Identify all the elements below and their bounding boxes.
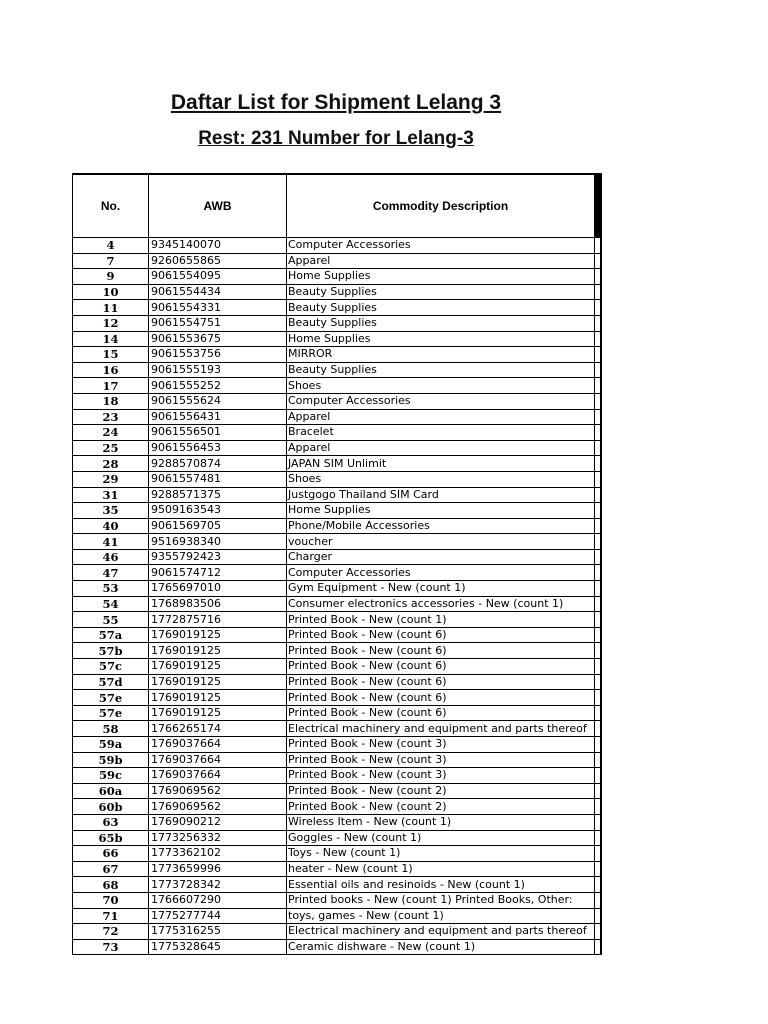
table-row: [73, 799, 601, 815]
table-row: [73, 690, 601, 706]
cell-edge: [595, 939, 601, 955]
table-row: [73, 440, 601, 456]
cell-edge: [595, 752, 601, 768]
cell-awb: 9061553675: [149, 331, 287, 347]
table-row: [73, 768, 601, 784]
cell-awb: 9061553756: [149, 347, 287, 363]
cell-awb: 1766265174: [149, 721, 287, 737]
header-no: No.: [73, 174, 149, 238]
cell-no: 55: [73, 612, 149, 628]
table-row: [73, 300, 601, 316]
cell-commodity-description: Computer Accessories: [287, 393, 595, 409]
cell-edge: [595, 409, 601, 425]
cell-edge: [595, 830, 601, 846]
table-row: [73, 565, 601, 581]
table-row: [73, 425, 601, 441]
cell-edge: [595, 565, 601, 581]
cell-commodity-description: Computer Accessories: [287, 565, 595, 581]
cell-edge: [595, 456, 601, 472]
table-header-row: [73, 174, 601, 238]
cell-edge: [595, 924, 601, 940]
cell-awb: 1772875716: [149, 612, 287, 628]
cell-edge: [595, 643, 601, 659]
cell-edge: [595, 612, 601, 628]
cell-awb: 1765697010: [149, 581, 287, 597]
cell-awb: 1769069562: [149, 783, 287, 799]
table-row: [73, 503, 601, 519]
cell-edge: [595, 487, 601, 503]
cell-no: 60a: [73, 783, 149, 799]
cell-edge: [595, 315, 601, 331]
cell-awb: 1769019125: [149, 627, 287, 643]
cell-awb: 9061556431: [149, 409, 287, 425]
cell-edge: [595, 253, 601, 269]
cell-no: 24: [73, 425, 149, 441]
cell-commodity-description: Printed Book - New (count 3): [287, 768, 595, 784]
cell-edge: [595, 503, 601, 519]
table-row: [73, 892, 601, 908]
cell-commodity-description: Apparel: [287, 409, 595, 425]
cell-no: 57b: [73, 643, 149, 659]
cell-awb: 1768983506: [149, 596, 287, 612]
cell-awb: 9355792423: [149, 549, 287, 565]
cell-no: 59a: [73, 737, 149, 753]
cell-awb: 1773728342: [149, 877, 287, 893]
cell-awb: 1766607290: [149, 892, 287, 908]
table-row: [73, 378, 601, 394]
cell-commodity-description: Home Supplies: [287, 269, 595, 285]
cell-edge: [595, 799, 601, 815]
cell-no: 73: [73, 939, 149, 955]
table-row: [73, 612, 601, 628]
cell-awb: 1775316255: [149, 924, 287, 940]
cell-no: 67: [73, 861, 149, 877]
cell-commodity-description: Printed books - New (count 1) Printed Books, Other:: [287, 892, 595, 908]
cell-awb: 1773659996: [149, 861, 287, 877]
cell-edge: [595, 690, 601, 706]
table-row: [73, 393, 601, 409]
cell-awb: 9260655865: [149, 253, 287, 269]
table-row: [73, 783, 601, 799]
cell-commodity-description: Printed Book - New (count 2): [287, 799, 595, 815]
cell-awb: 9061555193: [149, 362, 287, 378]
table-row: [73, 705, 601, 721]
cell-no: 58: [73, 721, 149, 737]
table-row: [73, 284, 601, 300]
cell-awb: 1769019125: [149, 674, 287, 690]
cell-awb: 1775277744: [149, 908, 287, 924]
cell-awb: 9061574712: [149, 565, 287, 581]
cell-commodity-description: Wireless Item - New (count 1): [287, 814, 595, 830]
cell-commodity-description: Beauty Supplies: [287, 315, 595, 331]
table-row: [73, 627, 601, 643]
cell-no: 17: [73, 378, 149, 394]
cell-commodity-description: Beauty Supplies: [287, 300, 595, 316]
cell-commodity-description: Printed Book - New (count 6): [287, 690, 595, 706]
cell-no: 57e: [73, 705, 149, 721]
cell-no: 70: [73, 892, 149, 908]
cell-commodity-description: Beauty Supplies: [287, 284, 595, 300]
cell-commodity-description: Printed Book - New (count 6): [287, 659, 595, 675]
header-awb: AWB: [149, 174, 287, 238]
cell-awb: 9061554751: [149, 315, 287, 331]
cell-awb: 1769019125: [149, 705, 287, 721]
cell-no: 46: [73, 549, 149, 565]
document-title: Daftar List for Shipment Lelang 3: [170, 91, 502, 114]
cell-commodity-description: Home Supplies: [287, 331, 595, 347]
table-row: [73, 877, 601, 893]
cell-commodity-description: Toys - New (count 1): [287, 846, 595, 862]
cell-no: 15: [73, 347, 149, 363]
cell-commodity-description: Printed Book - New (count 6): [287, 705, 595, 721]
cell-edge: [595, 534, 601, 550]
table-row: [73, 674, 601, 690]
cell-no: 41: [73, 534, 149, 550]
cell-commodity-description: Goggles - New (count 1): [287, 830, 595, 846]
cell-commodity-description: JAPAN SIM Unlimit: [287, 456, 595, 472]
table-row: [73, 347, 601, 363]
table-row: [73, 814, 601, 830]
cell-edge: [595, 721, 601, 737]
table-body: [73, 238, 601, 955]
cell-no: 53: [73, 581, 149, 597]
cell-no: 23: [73, 409, 149, 425]
cell-awb: 9516938340: [149, 534, 287, 550]
cell-edge: [595, 892, 601, 908]
cell-commodity-description: Printed Book - New (count 6): [287, 643, 595, 659]
cell-no: 9: [73, 269, 149, 285]
cell-edge: [595, 238, 601, 254]
cell-edge: [595, 471, 601, 487]
cell-no: 31: [73, 487, 149, 503]
cell-awb: 9509163543: [149, 503, 287, 519]
table-row: [73, 409, 601, 425]
table-row: [73, 315, 601, 331]
cell-commodity-description: voucher: [287, 534, 595, 550]
cell-commodity-description: Printed Book - New (count 3): [287, 737, 595, 753]
table-row: [73, 331, 601, 347]
cell-edge: [595, 877, 601, 893]
cell-commodity-description: Computer Accessories: [287, 238, 595, 254]
cell-commodity-description: Electrical machinery and equipment and parts thereof: [287, 721, 595, 737]
table-row: [73, 659, 601, 675]
cell-commodity-description: Shoes: [287, 471, 595, 487]
table-row: [73, 362, 601, 378]
cell-edge: [595, 783, 601, 799]
cell-no: 66: [73, 846, 149, 862]
table-row: [73, 846, 601, 862]
cell-awb: 1769090212: [149, 814, 287, 830]
cell-awb: 1769019125: [149, 690, 287, 706]
cell-commodity-description: toys, games - New (count 1): [287, 908, 595, 924]
cell-no: 11: [73, 300, 149, 316]
cell-awb: 9061555624: [149, 393, 287, 409]
cell-commodity-description: Consumer electronics accessories - New (count 1): [287, 596, 595, 612]
cell-commodity-description: heater - New (count 1): [287, 861, 595, 877]
cell-edge: [595, 440, 601, 456]
cell-awb: 9061557481: [149, 471, 287, 487]
table-row: [73, 471, 601, 487]
cell-commodity-description: Printed Book - New (count 3): [287, 752, 595, 768]
cell-edge: [595, 674, 601, 690]
table-row: [73, 643, 601, 659]
table-row: [73, 752, 601, 768]
cell-edge: [595, 378, 601, 394]
cell-awb: 1775328645: [149, 939, 287, 955]
cell-awb: 1773256332: [149, 830, 287, 846]
cell-edge: [595, 581, 601, 597]
cell-no: 16: [73, 362, 149, 378]
cell-no: 71: [73, 908, 149, 924]
cell-awb: 9288570874: [149, 456, 287, 472]
cell-no: 10: [73, 284, 149, 300]
cell-edge: [595, 737, 601, 753]
cell-no: 54: [73, 596, 149, 612]
cell-awb: 1769069562: [149, 799, 287, 815]
cell-edge: [595, 659, 601, 675]
cell-commodity-description: Bracelet: [287, 425, 595, 441]
cell-awb: 9061569705: [149, 518, 287, 534]
cell-commodity-description: Ceramic dishware - New (count 1): [287, 939, 595, 955]
cell-edge: [595, 814, 601, 830]
cell-awb: 1769019125: [149, 659, 287, 675]
cell-no: 29: [73, 471, 149, 487]
shipment-table: [72, 173, 602, 955]
cell-no: 72: [73, 924, 149, 940]
cell-edge: [595, 300, 601, 316]
table-row: [73, 924, 601, 940]
cell-no: 57c: [73, 659, 149, 675]
cell-edge: [595, 284, 601, 300]
cell-no: 65b: [73, 830, 149, 846]
header-commodity-description: Commodity Description: [287, 174, 595, 238]
table-row: [73, 721, 601, 737]
cell-no: 47: [73, 565, 149, 581]
header-edge-column: [595, 174, 601, 238]
cell-awb: 9061554434: [149, 284, 287, 300]
cell-awb: 9061554331: [149, 300, 287, 316]
cell-no: 59b: [73, 752, 149, 768]
table-row: [73, 238, 601, 254]
table-row: [73, 596, 601, 612]
cell-awb: 1769037664: [149, 768, 287, 784]
cell-no: 7: [73, 253, 149, 269]
cell-awb: 9061556453: [149, 440, 287, 456]
cell-edge: [595, 425, 601, 441]
cell-commodity-description: Apparel: [287, 440, 595, 456]
cell-commodity-description: Printed Book - New (count 1): [287, 612, 595, 628]
cell-no: 18: [73, 393, 149, 409]
cell-commodity-description: MIRROR: [287, 347, 595, 363]
cell-awb: 9061555252: [149, 378, 287, 394]
cell-edge: [595, 347, 601, 363]
cell-no: 40: [73, 518, 149, 534]
cell-commodity-description: Shoes: [287, 378, 595, 394]
cell-edge: [595, 518, 601, 534]
cell-commodity-description: Electrical machinery and equipment and parts thereof: [287, 924, 595, 940]
cell-commodity-description: Essential oils and resinoids - New (count 1): [287, 877, 595, 893]
cell-no: 4: [73, 238, 149, 254]
cell-commodity-description: Charger: [287, 549, 595, 565]
cell-commodity-description: Printed Book - New (count 6): [287, 627, 595, 643]
cell-no: 60b: [73, 799, 149, 815]
cell-no: 57a: [73, 627, 149, 643]
cell-commodity-description: Printed Book - New (count 6): [287, 674, 595, 690]
cell-commodity-description: Justgogo Thailand SIM Card: [287, 487, 595, 503]
cell-commodity-description: Home Supplies: [287, 503, 595, 519]
cell-edge: [595, 908, 601, 924]
cell-commodity-description: Phone/Mobile Accessories: [287, 518, 595, 534]
cell-edge: [595, 768, 601, 784]
cell-no: 57d: [73, 674, 149, 690]
table-row: [73, 487, 601, 503]
cell-no: 14: [73, 331, 149, 347]
table-row: [73, 518, 601, 534]
table-row: [73, 549, 601, 565]
cell-no: 12: [73, 315, 149, 331]
table-row: [73, 830, 601, 846]
shipment-table-container: [72, 173, 600, 955]
cell-edge: [595, 331, 601, 347]
table-row: [73, 737, 601, 753]
cell-edge: [595, 861, 601, 877]
table-row: [73, 939, 601, 955]
table-row: [73, 581, 601, 597]
cell-awb: 1773362102: [149, 846, 287, 862]
table-row: [73, 456, 601, 472]
cell-no: 28: [73, 456, 149, 472]
cell-awb: 9288571375: [149, 487, 287, 503]
table-row: [73, 861, 601, 877]
table-row: [73, 269, 601, 285]
cell-awb: 1769019125: [149, 643, 287, 659]
table-row: [73, 253, 601, 269]
cell-edge: [595, 549, 601, 565]
cell-edge: [595, 596, 601, 612]
cell-edge: [595, 362, 601, 378]
cell-edge: [595, 393, 601, 409]
cell-edge: [595, 846, 601, 862]
cell-commodity-description: Gym Equipment - New (count 1): [287, 581, 595, 597]
cell-edge: [595, 269, 601, 285]
cell-no: 25: [73, 440, 149, 456]
cell-no: 68: [73, 877, 149, 893]
cell-commodity-description: Apparel: [287, 253, 595, 269]
table-row: [73, 534, 601, 550]
cell-awb: 9061554095: [149, 269, 287, 285]
cell-no: 57e: [73, 690, 149, 706]
cell-awb: 1769037664: [149, 737, 287, 753]
cell-commodity-description: Beauty Supplies: [287, 362, 595, 378]
cell-no: 59c: [73, 768, 149, 784]
cell-awb: 1769037664: [149, 752, 287, 768]
cell-commodity-description: Printed Book - New (count 2): [287, 783, 595, 799]
document-subtitle: Rest: 231 Number for Lelang-3: [198, 128, 474, 149]
table-row: [73, 908, 601, 924]
cell-no: 35: [73, 503, 149, 519]
cell-awb: 9061556501: [149, 425, 287, 441]
cell-no: 63: [73, 814, 149, 830]
cell-edge: [595, 705, 601, 721]
cell-awb: 9345140070: [149, 238, 287, 254]
cell-edge: [595, 627, 601, 643]
